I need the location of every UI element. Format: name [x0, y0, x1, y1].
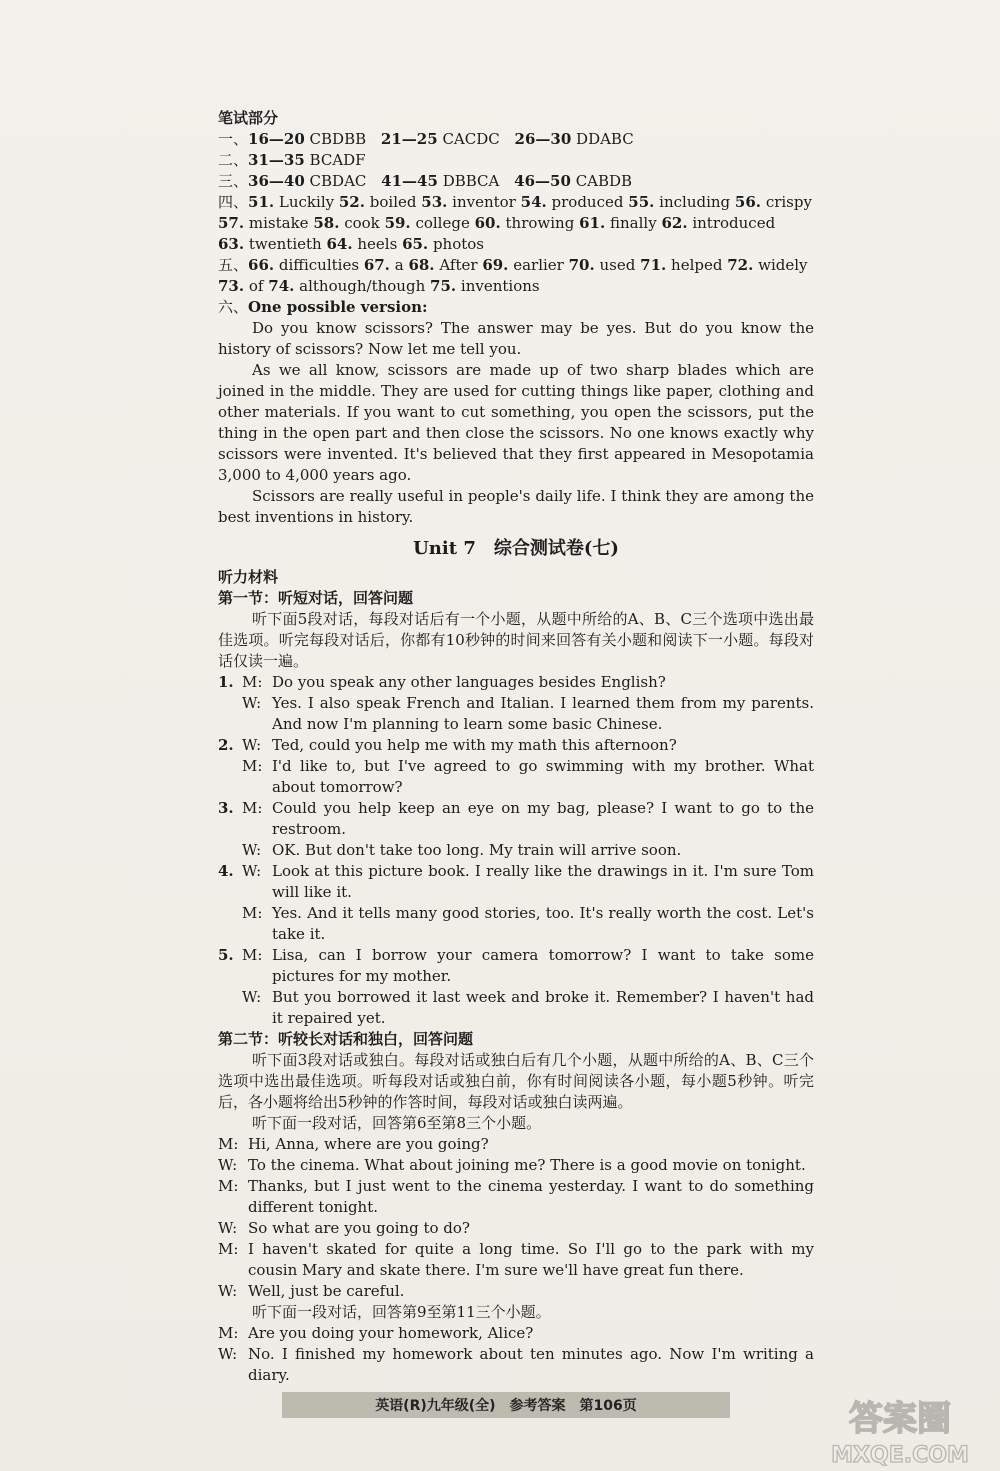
- speaker: M:: [242, 946, 263, 964]
- answer-row-2: 二、31—35 BCADF: [218, 151, 366, 169]
- answer-number: 61.: [579, 214, 606, 232]
- answer-number: 68.: [408, 256, 435, 274]
- unit-title: Unit 7 综合测试卷(七): [413, 538, 619, 559]
- speaker: W:: [218, 1345, 238, 1363]
- conversation-line: [218, 1134, 814, 1155]
- speaker: M:: [218, 1324, 239, 1342]
- answer-number: 59.: [384, 214, 411, 232]
- speaker: W:: [242, 841, 262, 859]
- utterance: Thanks, but I just went to the cinema yesterday. I want to do something different tonight.: [248, 1177, 814, 1216]
- speaker: M:: [242, 799, 263, 817]
- essay-paragraph-1: Do you know scissors? The answer may be yes. But do you know the history of scissors? Now let me tell you.: [218, 319, 814, 358]
- conversation-line: [218, 1323, 814, 1344]
- dialogue-number: 5.: [218, 946, 234, 964]
- dialogue-number: 1.: [218, 673, 234, 691]
- indent-spacer: [218, 987, 242, 1029]
- conversation-2-intro: 听下面一段对话，回答第9至第11三个小题。: [252, 1303, 551, 1321]
- dialogue-number: 2.: [218, 736, 234, 754]
- conversation-1-intro: 听下面一段对话，回答第6至第8三个小题。: [252, 1114, 542, 1132]
- answer-number: 75.: [430, 277, 457, 295]
- answer-word: difficulties: [278, 256, 360, 274]
- answer-word: throwing: [505, 214, 575, 232]
- utterance: Do you speak any other languages besides English?: [272, 673, 666, 691]
- indent-spacer: [218, 903, 242, 945]
- content-column: [218, 108, 814, 1386]
- section-1-title: 第一节：听短对话，回答问题: [218, 589, 414, 607]
- essay-paragraph-3: Scissors are really useful in people's daily life. I think they are among the best inventions in history.: [218, 487, 814, 526]
- page-footer: 英语(R)九年级(全) 参考答案 第106页: [282, 1392, 730, 1418]
- answer-number: 53.: [421, 193, 448, 211]
- speaker: M:: [218, 1177, 239, 1195]
- speaker: W:: [218, 1156, 238, 1174]
- answer-word: helped: [671, 256, 723, 274]
- answer-word: twentieth: [248, 235, 322, 253]
- utterance: Look at this picture book. I really like the drawings in it. I'm sure Tom will like it.: [272, 862, 814, 901]
- answer-number: 73.: [218, 277, 245, 295]
- answer-number: 58.: [313, 214, 340, 232]
- answer-number: 70.: [568, 256, 595, 274]
- answer-number: 56.: [734, 193, 762, 211]
- answer-word: cook: [344, 214, 380, 232]
- conversation-line: [218, 1218, 814, 1239]
- answer-word: a: [394, 256, 404, 274]
- dialogue-line: [218, 861, 814, 903]
- answer-word: although/though: [299, 277, 426, 295]
- dialogue-line: [218, 945, 814, 987]
- answer-number: 52.: [338, 193, 365, 211]
- answer-word: widely: [758, 256, 808, 274]
- watermark-logo: [808, 1392, 992, 1468]
- speaker: W:: [218, 1282, 238, 1300]
- answer-number: 74.: [268, 277, 295, 295]
- utterance: Yes. I also speak French and Italian. I learned them from my parents. And now I'm planning to learn some basic Chinese.: [272, 694, 814, 733]
- utterance: Could you help keep an eye on my bag, please? I want to go to the restroom.: [272, 799, 814, 838]
- dialogue-line: [218, 756, 814, 798]
- utterance: Well, just be careful.: [248, 1282, 405, 1300]
- answer-number: 65.: [402, 235, 429, 253]
- answer-line: [218, 213, 814, 234]
- conversation-line: [218, 1176, 814, 1218]
- indent-spacer: [218, 840, 242, 861]
- indent-spacer: [218, 693, 242, 735]
- dialogue-number: 3.: [218, 799, 234, 817]
- svg-text:答案圈: 答案圈: [849, 1399, 951, 1439]
- answer-number: 64.: [326, 235, 353, 253]
- utterance: Lisa, can I borrow your camera tomorrow? I want to take some pictures for my mother.: [272, 946, 814, 985]
- speaker: M:: [218, 1240, 239, 1258]
- speaker: M:: [242, 904, 263, 922]
- utterance: Hi, Anna, where are you going?: [248, 1135, 489, 1153]
- answer-word: Luckily: [278, 193, 335, 211]
- answer-word: college: [415, 214, 470, 232]
- answer-number: 72.: [727, 256, 754, 274]
- section-label: 四、: [218, 193, 249, 211]
- answer-word: mistake: [248, 214, 309, 232]
- answer-section-5: [218, 255, 814, 297]
- speaker: W:: [218, 1219, 238, 1237]
- answer-word: crispy: [765, 193, 812, 211]
- svg-text:MXQE.COM: MXQE.COM: [831, 1443, 969, 1468]
- utterance: No. I finished my homework about ten minutes ago. Now I'm writing a diary.: [248, 1345, 814, 1384]
- dialogue-line: [218, 840, 814, 861]
- conversation-line: [218, 1239, 814, 1281]
- utterance: So what are you going to do?: [248, 1219, 470, 1237]
- indent-spacer: [218, 756, 242, 798]
- answer-word: including: [659, 193, 731, 211]
- utterance: Are you doing your homework, Alice?: [248, 1324, 534, 1342]
- answer-number: 51.: [248, 193, 275, 211]
- conversation-2: [218, 1323, 814, 1386]
- speaker: M:: [242, 757, 263, 775]
- speaker: W:: [242, 694, 262, 712]
- answer-word: of: [248, 277, 264, 295]
- answer-number: 54.: [520, 193, 547, 211]
- utterance: OK. But don't take too long. My train will arrive soon.: [272, 841, 682, 859]
- answer-number: 57.: [218, 214, 245, 232]
- utterance: Ted, could you help me with my math this afternoon?: [272, 736, 677, 754]
- written-heading: 笔试部分: [218, 109, 279, 127]
- answer-number: 71.: [640, 256, 667, 274]
- section-1-instruction: 听下面5段对话，每段对话后有一个小题，从题中所给的A、B、C三个选项中选出最佳选项。听完每段对话后，你都有10秒钟的时间来回答有关小题和阅读下一小题。每段对话仅读一遍。: [218, 610, 814, 670]
- answer-word: boiled: [369, 193, 417, 211]
- section-label: 五、: [218, 256, 249, 274]
- conversation-1: [218, 1134, 814, 1302]
- essay-heading: 六、One possible version:: [218, 298, 428, 316]
- answer-line: [218, 234, 814, 255]
- essay-paragraph-2: As we all know, scissors are made up of two sharp blades which are joined in the middle. They are used for cutting things like paper, clothing and other materials. If you want to cut something, you open the scissors, put the thing in the open part and then close the scissors. No one knows exactly why scissors were invented. It's believed that they first appeared in Mesopotamia 3,000 to 4,000 years ago.: [218, 361, 814, 484]
- dialogue-line: [218, 903, 814, 945]
- answer-line: [218, 255, 814, 276]
- speaker: M:: [218, 1135, 239, 1153]
- utterance: I'd like to, but I've agreed to go swimming with my brother. What about tomorrow?: [272, 757, 814, 796]
- speaker: W:: [242, 862, 262, 880]
- answer-word: After: [439, 256, 478, 274]
- answer-number: 66.: [248, 256, 275, 274]
- conversation-line: [218, 1344, 814, 1386]
- conversation-line: [218, 1155, 814, 1176]
- dialogue-line: [218, 693, 814, 735]
- dialogue-line: [218, 672, 814, 693]
- answer-number: 62.: [661, 214, 688, 232]
- utterance: To the cinema. What about joining me? There is a good movie on tonight.: [248, 1156, 806, 1174]
- answer-word: inventions: [460, 277, 540, 295]
- answer-word: produced: [551, 193, 624, 211]
- utterance: Yes. And it tells many good stories, too. It's really worth the cost. Let's take it.: [272, 904, 814, 943]
- answer-number: 67.: [363, 256, 390, 274]
- dialogue-line: [218, 987, 814, 1029]
- answer-number: 63.: [218, 235, 245, 253]
- answer-row-1: 一、16—20 CBDBB 21—25 CACDC 26—30 DDABC: [218, 130, 634, 148]
- short-dialogues: [218, 672, 814, 1029]
- dialogue-line: [218, 735, 814, 756]
- answer-word: used: [599, 256, 636, 274]
- utterance: But you borrowed it last week and broke it. Remember? I haven't had it repaired yet.: [272, 988, 814, 1027]
- answer-word: photos: [432, 235, 485, 253]
- answer-section-4: [218, 192, 814, 255]
- listening-heading: 听力材料: [218, 568, 279, 586]
- answer-word: earlier: [513, 256, 564, 274]
- speaker: W:: [242, 736, 262, 754]
- answer-row-3: 三、36—40 CBDAC 41—45 DBBCA 46—50 CABDB: [218, 172, 633, 190]
- dialogue-line: [218, 798, 814, 840]
- section-2-instruction: 听下面3段对话或独白。每段对话或独白后有几个小题，从题中所给的A、B、C三个选项中选出最佳选项。听每段对话或独白前，你有时间阅读各小题，每小题5秒钟。听完后，各小题将给出5秒钟的作答时间，每段对话或独白读两遍。: [218, 1051, 814, 1111]
- speaker: M:: [242, 673, 263, 691]
- section-2-title: 第二节：听较长对话和独白，回答问题: [218, 1030, 474, 1048]
- conversation-line: [218, 1281, 814, 1302]
- dialogue-number: 4.: [218, 862, 234, 880]
- answer-word: finally: [609, 214, 657, 232]
- answer-word: heels: [357, 235, 398, 253]
- answer-line: [218, 192, 814, 213]
- answer-number: 55.: [628, 193, 655, 211]
- answer-number: 69.: [482, 256, 509, 274]
- answer-line: [218, 276, 814, 297]
- speaker: W:: [242, 988, 262, 1006]
- answer-word: inventor: [452, 193, 516, 211]
- answer-word: introduced: [692, 214, 776, 232]
- answer-number: 60.: [474, 214, 501, 232]
- utterance: I haven't skated for quite a long time. So I'll go to the park with my cousin Mary and skate there. I'm sure we'll have great fun there.: [248, 1240, 814, 1279]
